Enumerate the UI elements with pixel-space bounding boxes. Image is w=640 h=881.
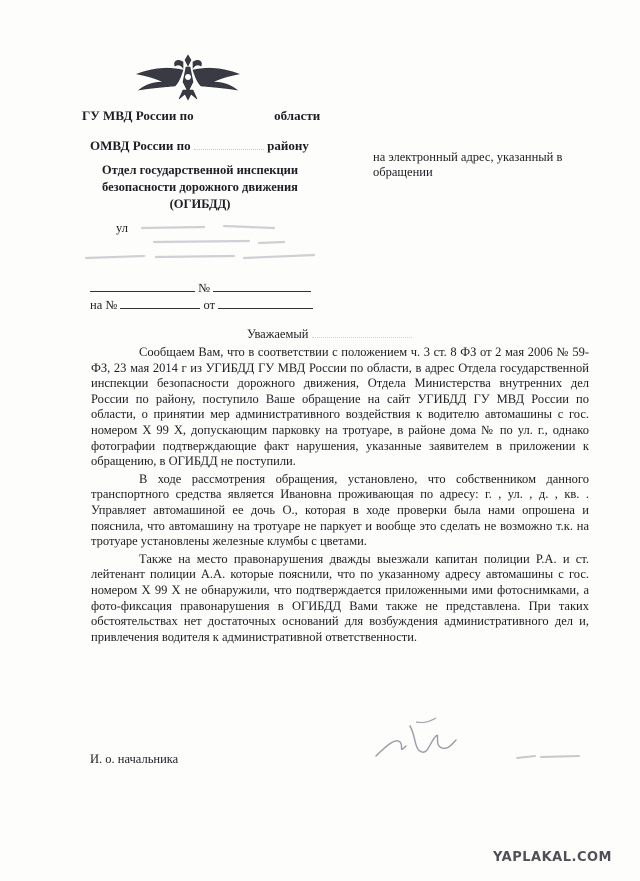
department-name: ОМВД России по — [90, 138, 191, 153]
double-headed-eagle-icon — [133, 52, 243, 102]
redaction — [194, 149, 264, 150]
from-label: от — [203, 298, 216, 312]
paragraph-investigation: В ходе рассмотрения обращения, установлено, что собственником данного транспортного средства является Ивановна проживающая по адресу: г. , ул. , д. , кв. . Управляет автомашиной ее дочь О., которая в ходе проверки была нами опрошена и пояснила, что автомашину на тротуаре не паркует и вообще это сделать не возможно т.к. на тротуаре установлены железные клумбы с цветами. — [91, 471, 589, 549]
department-line3: (ОГИБДД) — [169, 197, 231, 211]
address-prefix: ул — [116, 221, 128, 235]
greeting-text: Уважаемый — [247, 327, 309, 341]
paragraph-notice: Сообщаем Вам, что в соответствии с положением ч. 3 ст. 8 ФЗ от 2 мая 2006 № 59-ФЗ, 23 мая 2014 г из УГИБДД ГУ МВД России по области, в адрес Отдела государственной инспекции безопасности дорожного движения, Отдела Министерства внутренних дел России по району, поступило Ваше обращение на сайт УГИБДД ГУ МВД России по области, о принятии мер административного воздействия к водителю автомашины с гос. номером Х 99 Х, допускающим парковку на тротуаре, в районе дома № по ул. г., однако фотографии подтверждающие факт нарушения, указанные заявителем в приложении к обращению, в ОГИБДД не поступили. — [91, 345, 589, 469]
department-block — [88, 162, 312, 213]
letterhead-line2 — [90, 138, 309, 154]
handwritten-signature — [370, 716, 460, 766]
reply-label: на № — [90, 298, 118, 312]
ministry-name: ГУ МВД России по — [82, 108, 194, 123]
recipient-line1: на электронный адрес, указанный в — [373, 150, 563, 164]
reply-date-blank — [218, 307, 313, 309]
letter-body — [91, 345, 589, 645]
paragraph-conclusion: Также на место правонарушения дважды выезжали капитан полиции Р.А. и ст. лейтенант полиции А.А. которые пояснили, что по указанному адресу автомашины с гос. номером Х 99 Х не обнаружили, что подтверждается приложенными ими фотоснимками, а фото-фиксация правонарушения в ОГИБДД Вами также не представлена. При таких обстоятельствах нет достаточных оснований для возбуждения административного дел и, привлечения водителя к административной ответственности. — [91, 551, 589, 644]
recipient-line2: обращении — [373, 165, 433, 179]
outgoing-number-row — [90, 281, 311, 296]
greeting — [247, 327, 412, 342]
reply-number-blank — [120, 307, 200, 309]
redacted-address — [84, 216, 324, 272]
recipient-block — [373, 150, 562, 180]
number-blank — [213, 290, 311, 292]
ministry-region: области — [274, 108, 321, 123]
department-district: району — [267, 138, 309, 153]
redaction — [312, 337, 412, 338]
reply-number-row — [90, 298, 313, 313]
signatory-title: И. о. начальника — [90, 752, 179, 766]
department-line2: безопасности дорожного движения — [102, 180, 298, 194]
date-blank — [90, 290, 195, 292]
letterhead-line1 — [82, 108, 320, 124]
number-label: № — [198, 281, 211, 295]
department-line1: Отдел государственной инспекции — [101, 163, 299, 177]
site-watermark: YAPLAKAL.COM — [493, 850, 612, 865]
redacted-signatory-name — [515, 748, 585, 764]
